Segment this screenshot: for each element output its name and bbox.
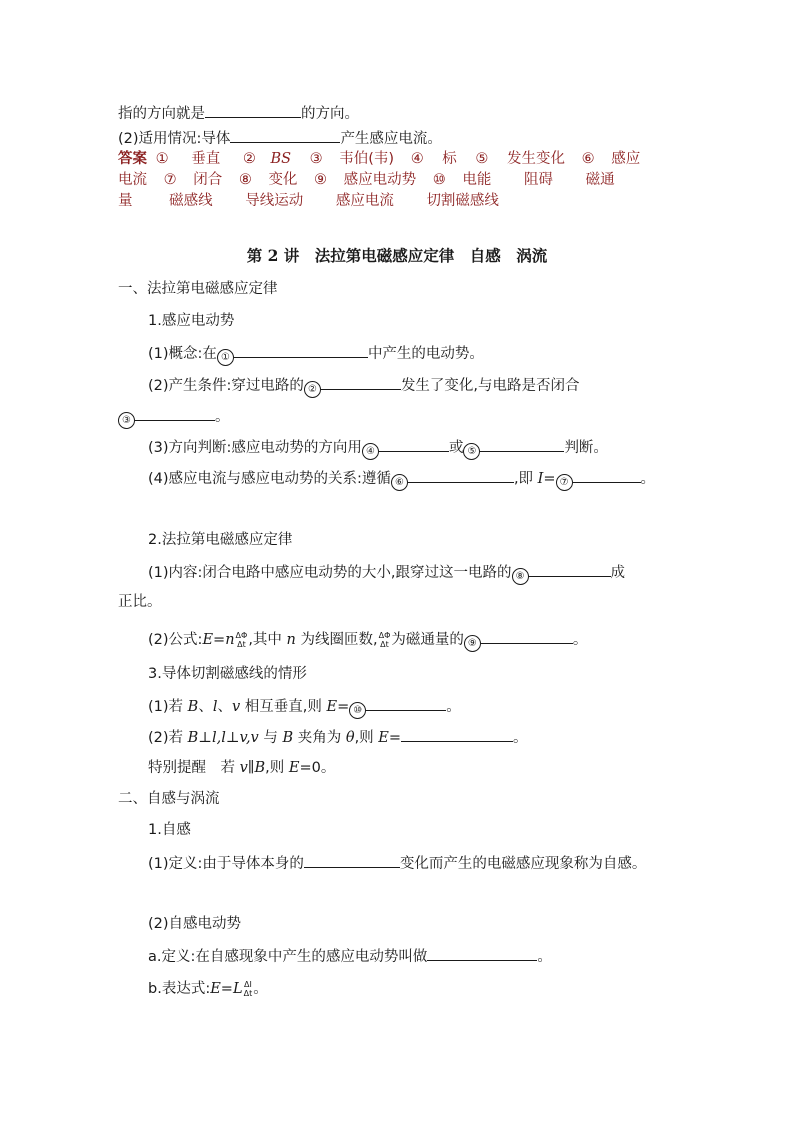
text: 相互垂直,则 bbox=[240, 699, 327, 715]
text: 判断。 bbox=[564, 440, 608, 456]
answer-text: 感应 bbox=[611, 151, 641, 167]
numerator: ΔI bbox=[243, 980, 252, 989]
answer-text: 感应电流 bbox=[335, 193, 394, 209]
subsection-heading: (2)自感电动势 bbox=[148, 916, 242, 932]
blank bbox=[427, 945, 537, 961]
text-line: 正比。 bbox=[118, 594, 162, 610]
answer-text: 切割磁感线 bbox=[426, 193, 499, 209]
text: b.表达式: bbox=[148, 981, 211, 997]
text: 指的方向就是 bbox=[118, 106, 205, 122]
text: (2)产生条件:穿过电路的 bbox=[148, 378, 304, 394]
var: B bbox=[282, 730, 294, 746]
blank bbox=[408, 467, 514, 483]
text: 。 bbox=[253, 981, 268, 997]
text: (2)公式: bbox=[148, 632, 203, 648]
lecture-title: 第 2 讲 法拉第电磁感应定律 自感 涡流 bbox=[246, 246, 548, 265]
blank bbox=[321, 374, 401, 390]
answer-label: 答案 bbox=[118, 151, 147, 167]
text: =0。 bbox=[299, 760, 336, 776]
text-line bbox=[148, 852, 646, 874]
text: 特别提醒 若 bbox=[148, 760, 240, 776]
answer-text: 闭合 bbox=[193, 172, 223, 188]
answer-line bbox=[118, 170, 615, 190]
answer-num: ② bbox=[242, 151, 256, 167]
circled-number: ⑦ bbox=[556, 474, 573, 491]
text: 。 bbox=[537, 949, 552, 965]
text: ,则 bbox=[354, 730, 379, 746]
answer-text: 导线运动 bbox=[245, 193, 304, 209]
circled-number: ⑩ bbox=[349, 702, 366, 719]
var: L bbox=[232, 981, 243, 997]
circled-number: ④ bbox=[362, 443, 379, 460]
text: (1)概念:在 bbox=[148, 346, 217, 362]
text-line bbox=[148, 695, 461, 719]
var: v∥B bbox=[239, 760, 266, 776]
blank bbox=[529, 561, 611, 577]
text: 为磁通量的 bbox=[391, 632, 464, 648]
var: I bbox=[537, 471, 544, 487]
blank bbox=[480, 436, 564, 452]
text: 。 bbox=[513, 730, 528, 746]
denominator: Δt bbox=[237, 640, 246, 649]
text: (2)若 bbox=[148, 730, 188, 746]
text: (1)内容:闭合电路中感应电动势的大小,跟穿过这一电路的 bbox=[148, 565, 512, 581]
formula-line bbox=[148, 979, 268, 999]
blank bbox=[234, 342, 368, 358]
text: 中产生的电动势。 bbox=[367, 346, 484, 362]
formula-line bbox=[148, 628, 587, 652]
text-line bbox=[118, 102, 359, 124]
text: ,即 bbox=[513, 471, 538, 487]
answer-text: 电能 bbox=[462, 172, 492, 188]
text: 。 bbox=[215, 409, 230, 425]
text: (2)适用情况:导体 bbox=[118, 131, 231, 147]
answer-num: ⑩ bbox=[432, 172, 446, 188]
text: 的方向。 bbox=[301, 106, 359, 122]
text: (3)方向判断:感应电动势的方向用 bbox=[148, 440, 362, 456]
text: 成 bbox=[610, 565, 626, 581]
answer-text: 韦伯(韦) bbox=[339, 151, 395, 167]
text: = bbox=[220, 981, 233, 997]
var: B bbox=[187, 699, 199, 715]
text: 。 bbox=[446, 699, 461, 715]
var: B⊥l,l⊥v,v bbox=[187, 730, 259, 746]
subsection-heading: 1.自感 bbox=[148, 822, 191, 838]
var: l bbox=[212, 699, 218, 715]
answer-text: 阻碍 bbox=[523, 172, 553, 188]
numerator: ΔΦ bbox=[235, 631, 248, 640]
text-line bbox=[148, 436, 608, 460]
text: (4)感应电流与感应电动势的关系:遵循 bbox=[148, 471, 391, 487]
blank bbox=[230, 127, 340, 143]
text: 。 bbox=[572, 632, 588, 648]
blank bbox=[573, 467, 641, 483]
text: 或 bbox=[448, 440, 464, 456]
answer-text: 磁感线 bbox=[169, 193, 213, 209]
var: E bbox=[378, 730, 389, 746]
text-line bbox=[148, 945, 552, 967]
fraction bbox=[244, 980, 253, 998]
blank bbox=[304, 852, 400, 868]
text-line bbox=[148, 467, 655, 491]
text-line bbox=[148, 342, 484, 366]
text: 与 bbox=[258, 730, 283, 746]
answer-text: 发生变化 bbox=[507, 151, 566, 167]
answer-num: ③ bbox=[309, 151, 323, 167]
subsection-heading: 2.法拉第电磁感应定律 bbox=[148, 532, 293, 548]
answer-num: ① bbox=[155, 151, 169, 167]
answer-num: ⑧ bbox=[238, 172, 252, 188]
circled-number: ⑤ bbox=[463, 443, 480, 460]
text: (1)若 bbox=[148, 699, 188, 715]
circled-number: ⑧ bbox=[512, 568, 529, 585]
text-line bbox=[148, 758, 335, 778]
numerator: ΔΦ bbox=[378, 631, 391, 640]
section-heading: 一、法拉第电磁感应定律 bbox=[118, 281, 278, 297]
answer-num: ⑤ bbox=[475, 151, 489, 167]
answer-num: ⑨ bbox=[314, 172, 328, 188]
text: 、 bbox=[217, 699, 232, 715]
answer-text: 量 bbox=[118, 193, 133, 209]
text-line bbox=[148, 561, 625, 585]
var: v bbox=[231, 699, 241, 715]
circled-number: ⑨ bbox=[464, 635, 481, 652]
blank bbox=[366, 695, 446, 711]
blank bbox=[205, 102, 301, 118]
subsection-heading: 3.导体切割磁感线的情形 bbox=[148, 666, 307, 682]
text: = bbox=[543, 471, 556, 487]
var: n bbox=[225, 632, 235, 648]
circled-number: ⑥ bbox=[391, 474, 408, 491]
text: = bbox=[388, 730, 402, 746]
blank bbox=[135, 405, 215, 421]
denominator: Δt bbox=[243, 989, 253, 998]
section-heading: 二、自感与涡流 bbox=[118, 791, 220, 807]
blank bbox=[379, 436, 449, 452]
subsection-heading: 1.感应电动势 bbox=[148, 313, 235, 329]
text: 变化而产生的电磁感应现象称为自感。 bbox=[399, 856, 647, 872]
text: a.定义:在自感现象中产生的感应电动势叫做 bbox=[148, 949, 428, 965]
fraction bbox=[236, 631, 248, 649]
var: E bbox=[288, 760, 300, 776]
answer-text: BS bbox=[270, 151, 292, 167]
text-line bbox=[118, 127, 442, 149]
var: E bbox=[210, 981, 221, 997]
answer-text: 电流 bbox=[118, 172, 147, 188]
circled-number: ① bbox=[217, 349, 234, 366]
text: 产生感应电流。 bbox=[340, 131, 442, 147]
text: 。 bbox=[640, 471, 656, 487]
text: 为线圈匝数, bbox=[295, 632, 378, 648]
text-line bbox=[148, 374, 580, 398]
text: = bbox=[213, 632, 226, 648]
text: 、 bbox=[198, 699, 213, 715]
answer-num: ⑥ bbox=[581, 151, 595, 167]
var: n bbox=[286, 632, 296, 648]
text-line bbox=[118, 405, 230, 429]
text: ,其中 bbox=[248, 632, 287, 648]
answer-num: ⑦ bbox=[163, 172, 177, 188]
fraction bbox=[379, 631, 391, 649]
blank bbox=[401, 726, 513, 742]
text: 发生了变化,与电路是否闭合 bbox=[400, 378, 580, 394]
denominator: Δt bbox=[380, 640, 389, 649]
text: = bbox=[337, 699, 350, 715]
answer-text: 变化 bbox=[268, 172, 298, 188]
answer-line bbox=[118, 191, 499, 211]
var: E bbox=[202, 632, 214, 648]
blank bbox=[481, 628, 573, 644]
answer-text: 垂直 bbox=[191, 151, 221, 167]
var: θ bbox=[345, 730, 355, 746]
answer-line bbox=[118, 149, 640, 169]
circled-number: ② bbox=[304, 381, 321, 398]
text: ,则 bbox=[265, 760, 289, 776]
circled-number: ③ bbox=[118, 412, 135, 429]
text-line bbox=[148, 726, 528, 748]
text: 夹角为 bbox=[293, 730, 346, 746]
answer-num: ④ bbox=[410, 151, 424, 167]
answer-text: 磁通 bbox=[585, 172, 615, 188]
answer-text: 标 bbox=[442, 151, 457, 167]
var: E bbox=[326, 699, 338, 715]
text: (1)定义:由于导体本身的 bbox=[148, 856, 304, 872]
answer-text: 感应电动势 bbox=[343, 172, 417, 188]
